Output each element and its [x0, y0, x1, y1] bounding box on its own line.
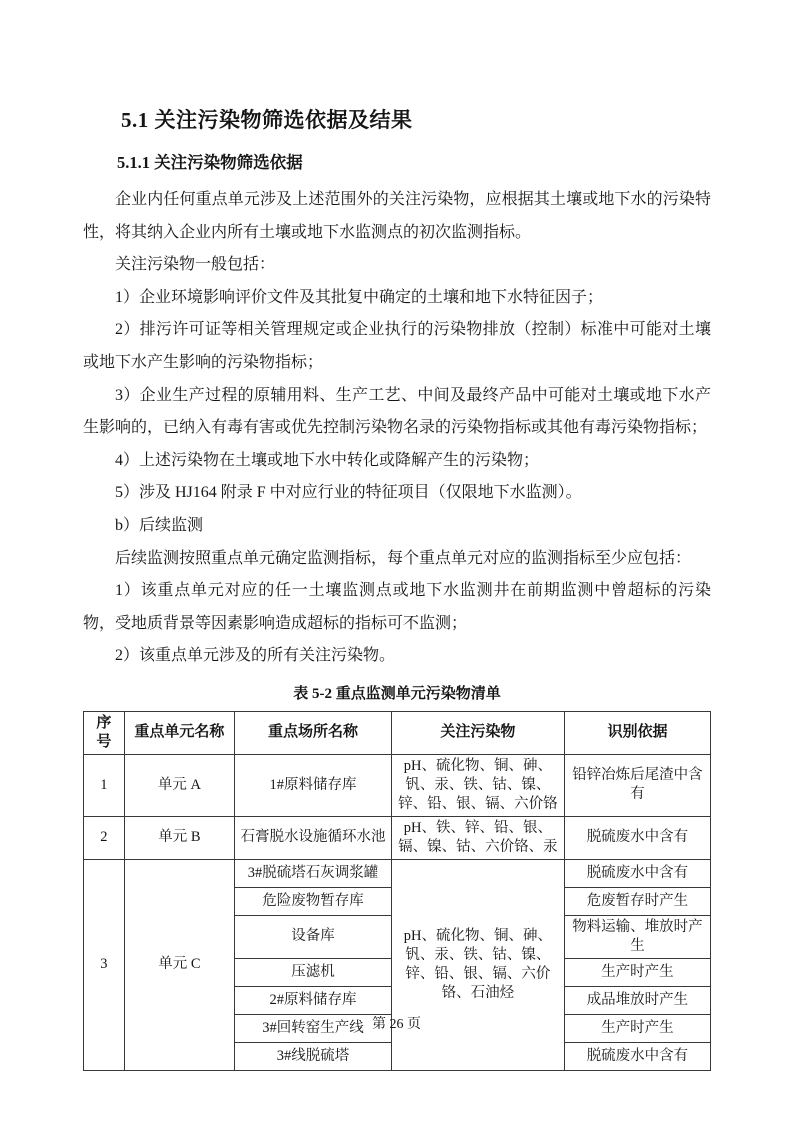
table-caption: 表 5-2 重点监测单元污染物清单 [293, 685, 501, 702]
cell-pollutants: pH、硫化物、铜、砷、钒、汞、铁、钴、镍、锌、铅、银、镉、六价铬 [391, 754, 564, 816]
paragraph-followup-heading: b）后续监测 [115, 516, 204, 534]
cell-unit: 单元 A [124, 754, 234, 816]
cell-place: 压滤机 [235, 958, 392, 986]
paragraph-item-4: 4）上述污染物在土壤或地下水中转化或降解产生的污染物； [115, 451, 540, 469]
cell-basis: 生产时产生 [564, 1014, 710, 1042]
cell-place: 1#原料储存库 [235, 754, 392, 816]
cell-pollutants: pH、硫化物、铜、砷、钒、汞、铁、钴、镍、锌、铅、银、镉、六价铬、石油烃 [391, 859, 564, 1070]
paragraph-item-5: 5）涉及 HJ164 附录 F 中对应行业的特征项目（仅限地下水监测）。 [115, 484, 582, 502]
cell-unit: 单元 B [124, 816, 234, 859]
paragraph-item-3: 3）企业生产过程的原辅用料、生产工艺、中间及最终产品中可能对土壤或地下水产生影响的，已纳入有毒有害或优先控制污染物名录的污染物指标或其他有毒污染物指标； [83, 386, 711, 437]
column-header-basis: 识别依据 [564, 711, 710, 754]
paragraph-followup-item-2: 2）该重点单元涉及的所有关注污染物。 [115, 647, 396, 665]
cell-seq: 1 [84, 754, 125, 816]
table-row [84, 754, 711, 816]
table-row [84, 859, 711, 887]
cell-place: 2#原料储存库 [235, 986, 392, 1014]
subsection-heading: 5.1.1 关注污染物筛选依据 [117, 153, 303, 172]
section-heading: 5.1 关注污染物筛选依据及结果 [121, 108, 413, 132]
paragraph-followup-item-1: 1）该重点单元对应的任一土壤监测点或地下水监测井在前期监测中曾超标的污染物，受地质背景等因素影响造成超标的指标可不监测； [83, 582, 711, 632]
cell-place: 设备库 [235, 915, 392, 958]
table-row [84, 816, 711, 859]
cell-basis: 脱硫废水中含有 [564, 859, 710, 887]
paragraph-followup-lead: 后续监测按照重点单元确定监测指标，每个重点单元对应的监测指标至少应包括： [115, 549, 692, 567]
cell-basis: 脱硫废水中含有 [564, 1042, 710, 1070]
cell-seq: 2 [84, 816, 125, 859]
column-header-unit: 重点单元名称 [124, 711, 234, 754]
cell-basis: 危废暂存时产生 [564, 887, 710, 915]
cell-place: 危险废物暂存库 [235, 887, 392, 915]
cell-basis: 成品堆放时产生 [564, 986, 710, 1014]
cell-unit: 单元 C [124, 859, 234, 1070]
cell-basis: 生产时产生 [564, 958, 710, 986]
cell-place: 3#脱硫塔石灰调浆罐 [235, 859, 392, 887]
cell-seq: 3 [84, 859, 125, 1070]
paragraph-item-1: 1）企业环境影响评价文件及其批复中确定的土壤和地下水特征因子； [115, 288, 604, 306]
cell-basis: 物料运输、堆放时产生 [564, 915, 710, 958]
column-header-pollutants: 关注污染物 [391, 711, 564, 754]
cell-place: 3#回转窑生产线 [235, 1014, 392, 1042]
cell-pollutants: pH、铁、锌、铅、银、镉、镍、钴、六价铬、汞 [391, 816, 564, 859]
column-header-place: 重点场所名称 [235, 711, 392, 754]
paragraph-intro: 企业内任何重点单元涉及上述范围外的关注污染物，应根据其土壤或地下水的污染特性，将其纳入企业内所有土壤或地下水监测点的初次监测指标。 [83, 191, 711, 241]
cell-place: 石膏脱水设施循环水池 [235, 816, 392, 859]
table-header-row [84, 711, 711, 754]
paragraph-item-2: 2）排污许可证等相关管理规定或企业执行的污染物排放（控制）标准中可能对土壤或地下水产生影响的污染物指标； [83, 321, 711, 371]
document-content [83, 104, 711, 1071]
cell-place: 3#线脱硫塔 [235, 1042, 392, 1070]
column-header-seq: 序号 [84, 711, 125, 754]
paragraph-include-lead: 关注污染物一般包括： [115, 256, 276, 274]
cell-basis: 铅锌冶炼后尾渣中含有 [564, 754, 710, 816]
page-number: 第 26 页 [372, 1017, 421, 1032]
cell-basis: 脱硫废水中含有 [564, 816, 710, 859]
